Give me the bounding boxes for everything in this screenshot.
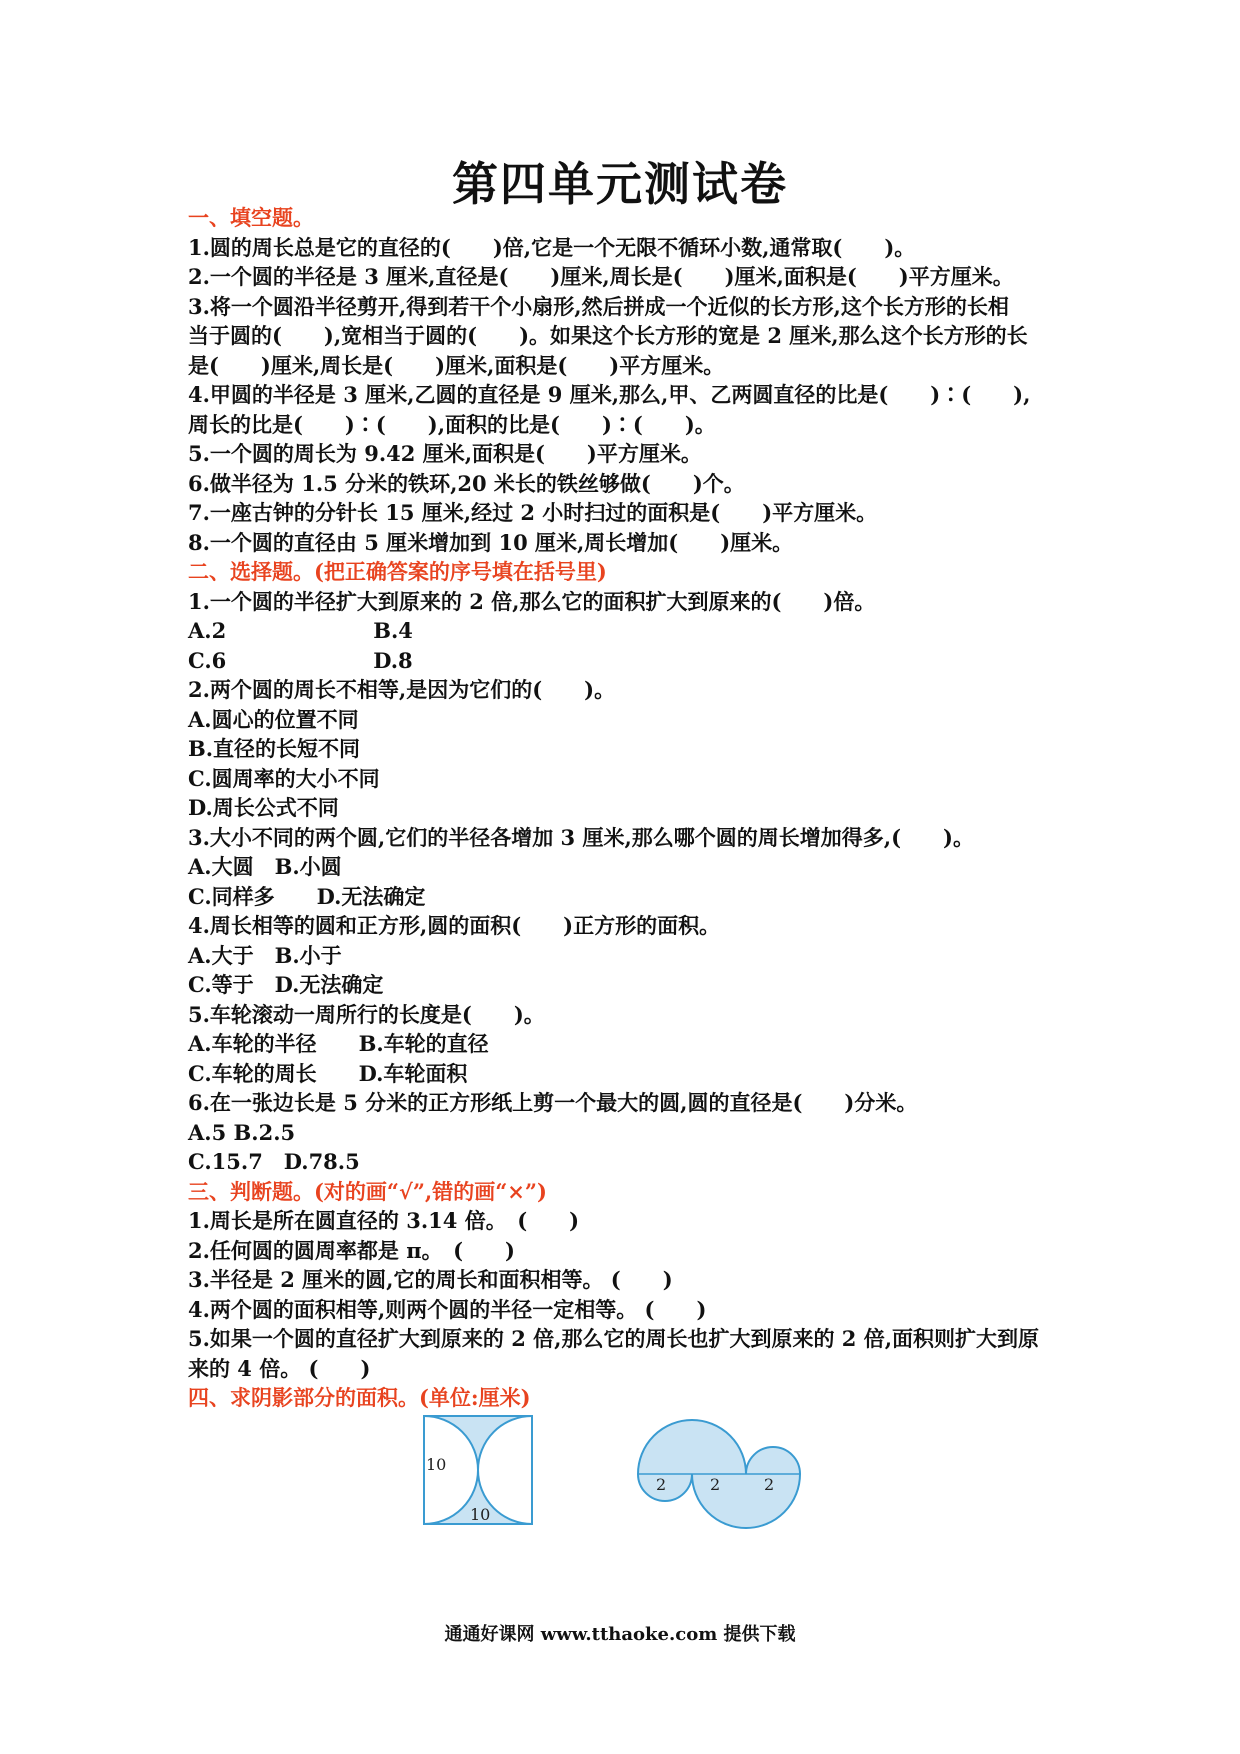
question-line: C.6 D.8 [188, 647, 413, 673]
question-line: 4.甲圆的半径是 3 厘米,乙圆的直径是 9 厘米,那么,甲、乙两圆直径的比是( )∶( ), [188, 382, 1031, 407]
question-line: 7.一座古钟的分针长 15 厘米,经过 2 小时扫过的面积是( )平方厘米。 [188, 500, 878, 525]
question-line: 来的 4 倍。 ( ) [188, 1355, 371, 1381]
footer-source: 通通好课网 www.tthaoke.com 提供下载 [444, 1624, 796, 1645]
question-line: 5.车轮滚动一周所行的长度是( )。 [188, 1001, 545, 1027]
question-line: 8.一个圆的直径由 5 厘米增加到 10 厘米,周长增加( )厘米。 [188, 529, 794, 555]
shaded-area-figures [0, 1412, 1240, 1542]
question-line: 当于圆的( ),宽相当于圆的( )。如果这个长方形的宽是 2 厘米,那么这个长方形的长 [188, 323, 1028, 348]
section-heading: 二、选择题。(把正确答案的序号填在括号里) [188, 559, 607, 584]
question-line: 2.两个圆的周长不相等,是因为它们的( )。 [188, 677, 616, 702]
question-line: 6.做半径为 1.5 分米的铁环,20 米长的铁丝够做( )个。 [188, 470, 745, 496]
section-heading: 一、填空题。 [188, 205, 314, 230]
question-line: B.直径的长短不同 [188, 736, 361, 761]
question-line: 是( )厘米,周长是( )厘米,面积是( )平方厘米。 [188, 352, 725, 378]
question-line: 5.一个圆的周长为 9.42 厘米,面积是( )平方厘米。 [188, 441, 702, 466]
question-line: 3.将一个圆沿半径剪开,得到若干个小扇形,然后拼成一个近似的长方形,这个长方形的长相 [188, 293, 1009, 319]
segment-label-3: 2 [764, 1475, 775, 1494]
question-line: C.车轮的周长 D.车轮面积 [188, 1060, 468, 1086]
question-list [188, 203, 1068, 1413]
question-line: 周长的比是( )∶( ),面积的比是( )∶( )。 [188, 411, 716, 437]
question-line: C.等于 D.无法确定 [188, 972, 384, 997]
question-line: 3.半径是 2 厘米的圆,它的周长和面积相等。 ( ) [188, 1267, 673, 1292]
question-line: 2.一个圆的半径是 3 厘米,直径是( )厘米,周长是( )厘米,面积是( )平方厘米。 [188, 264, 1014, 289]
question-line: A.车轮的半径 B.车轮的直径 [188, 1031, 489, 1056]
question-line: C.圆周率的大小不同 [188, 765, 380, 791]
question-line: 3.大小不同的两个圆,它们的半径各增加 3 厘米,那么哪个圆的周长增加得多,( )。 [188, 824, 974, 850]
question-line: A.2 B.4 [188, 618, 413, 643]
segment-label-1: 2 [656, 1475, 667, 1494]
question-line: A.圆心的位置不同 [188, 706, 359, 732]
bottom-length-label: 10 [470, 1505, 491, 1524]
question-line: A.大圆 B.小圆 [188, 854, 342, 879]
section-heading: 三、判断题。(对的画“√”,错的画“×”) [188, 1178, 547, 1204]
page-title: 第四单元测试卷 [452, 157, 788, 211]
segment-label-2: 2 [710, 1475, 721, 1494]
semicircles-figure [632, 1412, 812, 1532]
question-line: 1.圆的周长总是它的直径的( )倍,它是一个无限不循环小数,通常取( )。 [188, 234, 916, 260]
question-line: C.同样多 D.无法确定 [188, 883, 426, 909]
question-line: 2.任何圆的圆周率都是 π。 ( ) [188, 1237, 515, 1263]
question-line: 4.周长相等的圆和正方形,圆的面积( )正方形的面积。 [188, 913, 721, 938]
question-line: A.5 B.2.5 [188, 1119, 296, 1145]
question-line: 1.周长是所在圆直径的 3.14 倍。 ( ) [188, 1208, 580, 1233]
question-line: 5.如果一个圆的直径扩大到原来的 2 倍,那么它的周长也扩大到原来的 2 倍,面积则扩大到原 [188, 1326, 1040, 1351]
question-line: 4.两个圆的面积相等,则两个圆的半径一定相等。 ( ) [188, 1296, 707, 1322]
question-line: 1.一个圆的半径扩大到原来的 2 倍,那么它的面积扩大到原来的( )倍。 [188, 588, 876, 614]
question-line: C.15.7 D.78.5 [188, 1149, 360, 1174]
question-line: D.周长公式不同 [188, 795, 339, 820]
side-length-label: 10 [426, 1455, 447, 1474]
square-with-quarter-circles-figure [420, 1412, 570, 1542]
question-line: A.大于 B.小于 [188, 942, 342, 968]
question-line: 6.在一张边长是 5 分米的正方形纸上剪一个最大的圆,圆的直径是( )分米。 [188, 1090, 918, 1115]
section-heading: 四、求阴影部分的面积。(单位:厘米) [188, 1385, 531, 1410]
